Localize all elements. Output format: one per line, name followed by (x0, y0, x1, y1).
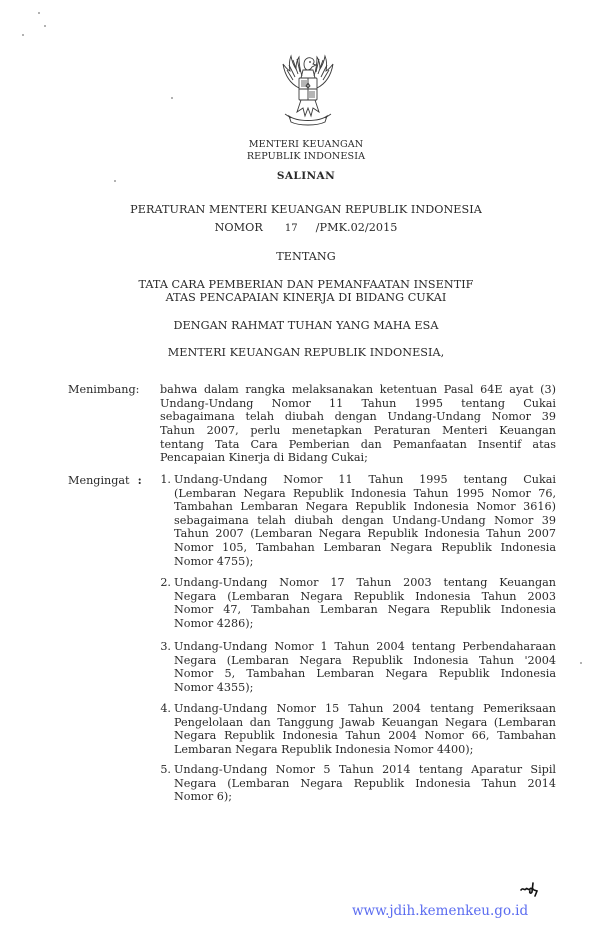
regulation-title: PERATURAN MENTERI KEUANGAN REPUBLIK INDONESIA (130, 203, 482, 216)
text-line: Negara Republik Indonesia Tahun 2004 Nomor 66, Tambahan (174, 729, 556, 743)
text-line: Undang-Undang Nomor 17 Tahun 2003 tentang Keuangan (174, 576, 556, 589)
item-number: 3. (160, 640, 171, 653)
item-body (174, 473, 556, 568)
invocation: DENGAN RAHMAT TUHAN YANG MAHA ESA (173, 319, 439, 332)
text-line: Negara (Lembaran Negara Republik Indonesia Tahun '2004 (174, 653, 556, 667)
item-number: 2. (160, 576, 171, 589)
item-body (174, 640, 556, 694)
number-prefix: NOMOR (214, 221, 263, 234)
item-number: 1. (160, 473, 171, 486)
initial-mark-icon (519, 881, 543, 899)
text-line: Lembaran Negara Republik Indonesia Nomor 4400); (174, 742, 474, 756)
text-line: Nomor 5, Tambahan Lembaran Negara Republik Indonesia (174, 667, 556, 681)
text-line: Undang-Undang Nomor 11 Tahun 1995 tentang Cukai (160, 396, 556, 410)
scan-speck (22, 34, 24, 36)
mengingat-text: Mengingat (68, 474, 130, 487)
text-line: sebagaimana telah diubah dengan Undang-Undang Nomor 39 (174, 513, 556, 527)
text-line: Negara (Lembaran Negara Republik Indonesia Tahun 2014 (174, 776, 556, 790)
item-body (174, 576, 556, 630)
item-body (174, 763, 556, 804)
text-line: Nomor 105, Tambahan Lembaran Negara Republik Indonesia (174, 540, 556, 554)
text-line: Undang-Undang Nomor 11 Tahun 1995 tentang Cukai (174, 473, 556, 486)
subject-line-1: TATA CARA PEMBERIAN DAN PEMANFAATAN INSENTIF (138, 278, 474, 291)
menimbang-label: Menimbang: (68, 383, 140, 396)
garuda-emblem-icon (277, 50, 339, 132)
text-line: Pengelolaan dan Tanggung Jawab Keuangan Negara (Lembaran (174, 715, 556, 729)
item-number: 5. (160, 763, 171, 776)
text-line: Undang-Undang Nomor 15 Tahun 2004 tentang Pemeriksaan (174, 702, 556, 715)
jdih-website-link[interactable]: www.jdih.kemenkeu.go.id (352, 903, 529, 919)
text-line: bahwa dalam rangka melaksanakan ketentuan Pasal 64E ayat (3) (160, 383, 556, 396)
scan-speck (44, 25, 46, 27)
number-suffix: /PMK.02/2015 (315, 221, 398, 234)
scan-speck (38, 12, 40, 14)
text-line: Tambahan Lembaran Negara Republik Indonesia Nomor 3616) (174, 500, 556, 514)
text-line: Tahun 2007 (Lembaran Negara Republik Indonesia Tahun 2007 (174, 527, 556, 541)
institution-line-2: REPUBLIK INDONESIA (246, 151, 366, 162)
menimbang-paragraph (160, 383, 556, 465)
text-line: Nomor 4286); (174, 616, 254, 630)
text-line: (Lembaran Negara Republik Indonesia Tahun 1995 Nomor 76, (174, 486, 556, 500)
issuer: MENTERI KEUANGAN REPUBLIK INDONESIA, (167, 346, 445, 359)
text-line: Nomor 4755); (174, 554, 254, 568)
regulation-number (0, 221, 612, 236)
text-line: Nomor 4355); (174, 680, 254, 694)
copy-mark: SALINAN (276, 170, 336, 182)
text-line: Pencapaian Kinerja di Bidang Cukai; (160, 451, 368, 465)
text-line: sebagaimana telah diubah dengan Undang-Undang Nomor 39 (160, 410, 556, 424)
item-number: 4. (160, 702, 171, 715)
scan-speck (171, 97, 173, 99)
text-line: Nomor 6); (174, 790, 233, 804)
text-line: Negara (Lembaran Negara Republik Indonesia Tahun 2003 (174, 589, 556, 603)
mengingat-label (68, 473, 142, 487)
about-heading: TENTANG (276, 250, 336, 263)
item-body (174, 702, 556, 756)
number-value: 17 (284, 223, 298, 234)
scan-speck (580, 662, 582, 664)
institution-line-1: MENTERI KEUANGAN (248, 139, 364, 150)
text-line: Undang-Undang Nomor 1 Tahun 2004 tentang Perbendaharaan (174, 640, 556, 653)
text-line: Tahun 2007, perlu menetapkan Peraturan Menteri Keuangan (160, 424, 556, 438)
text-line: Undang-Undang Nomor 5 Tahun 2014 tentang Aparatur Sipil (174, 763, 556, 776)
text-line: tentang Tata Cara Pemberian dan Pemanfaatan Insentif atas (160, 437, 556, 451)
text-line: Nomor 47, Tambahan Lembaran Negara Republik Indonesia (174, 603, 556, 617)
subject-line-2: ATAS PENCAPAIAN KINERJA DI BIDANG CUKAI (165, 291, 447, 304)
mengingat-colon: : (137, 473, 142, 487)
